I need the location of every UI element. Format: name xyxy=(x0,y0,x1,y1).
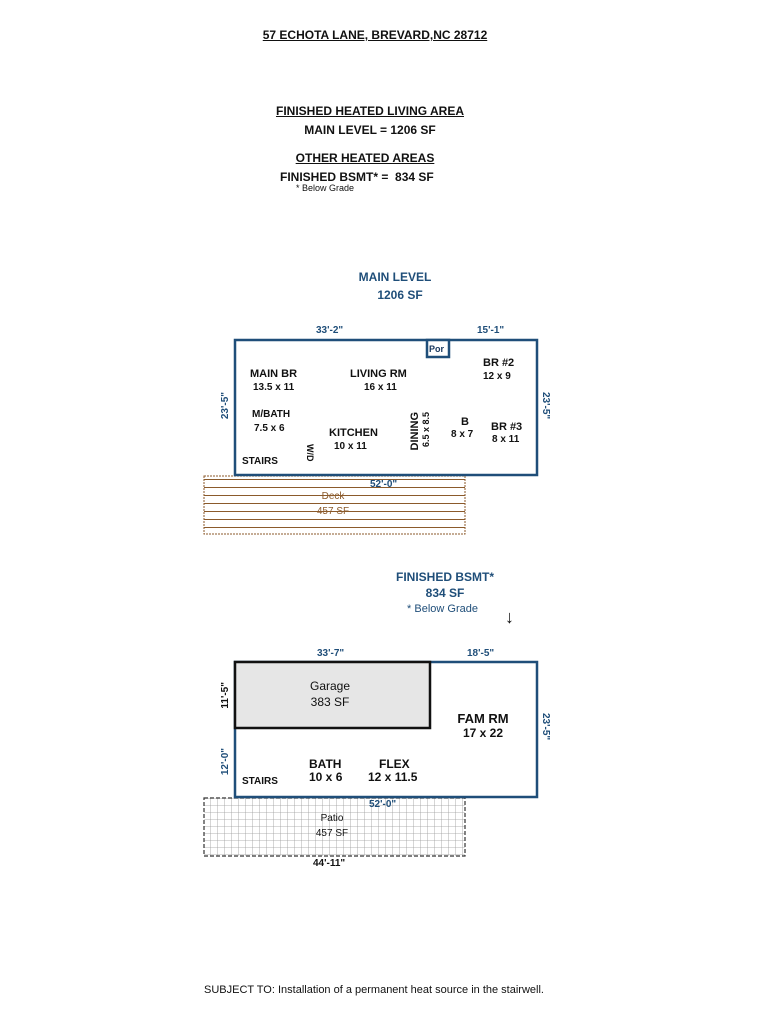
dining-size: 6.5 x 8.5 xyxy=(421,412,431,448)
bsmt-dim-left-top: 11'-5" xyxy=(220,682,231,709)
bsmt-dim-right: 23'-5" xyxy=(540,713,551,741)
dining-name: DINING xyxy=(409,412,421,451)
bsmt-dim-top-left: 33'-7" xyxy=(317,648,345,659)
bsmt-dim-bottom: 52'-0" xyxy=(369,799,397,810)
main-level-area: 1206 SF xyxy=(377,288,423,302)
br3-name: BR #3 xyxy=(491,421,523,433)
flex-size: 12 x 11.5 xyxy=(368,770,418,784)
down-arrow-icon: ↓ xyxy=(505,607,514,627)
dim-top-left: 33'-2" xyxy=(316,325,344,336)
main-level-summary: MAIN LEVEL = 1206 SF xyxy=(304,123,436,137)
mbath-name: M/BATH xyxy=(252,409,291,420)
footer-note: SUBJECT TO: Installation of a permanent heat source in the stairwell. xyxy=(204,984,544,996)
basement-below-grade: * Below Grade xyxy=(407,603,478,615)
porch-label: Por xyxy=(429,344,445,354)
fam-rm-name: FAM RM xyxy=(457,711,509,726)
patio-area: 457 SF xyxy=(315,828,349,839)
dim-left: 23'-5" xyxy=(220,392,231,420)
washer-dryer-label: W/D xyxy=(305,444,315,462)
living-rm-name: LIVING RM xyxy=(350,368,407,380)
other-areas-title: OTHER HEATED AREAS xyxy=(295,151,435,165)
basement-title: FINISHED BSMT* xyxy=(395,570,494,584)
fam-rm-size: 17 x 22 xyxy=(462,726,504,740)
dim-top-right: 15'-1" xyxy=(477,325,505,336)
bath-name: B xyxy=(461,416,469,428)
deck-shape xyxy=(204,476,465,534)
below-grade-note: * Below Grade xyxy=(296,183,355,193)
flex-name: FLEX xyxy=(379,757,410,771)
main-level-title: MAIN LEVEL xyxy=(358,270,432,284)
dim-right: 23'-5" xyxy=(540,392,551,420)
living-area-title: FINISHED HEATED LIVING AREA xyxy=(275,104,464,118)
bsmt-dim-left-bottom: 12'-0" xyxy=(220,748,231,776)
main-br-name: MAIN BR xyxy=(250,368,298,380)
garage-name: Garage xyxy=(309,679,351,693)
bsmt-bath-size: 10 x 6 xyxy=(309,770,343,784)
deck-area: 457 SF xyxy=(316,506,350,517)
deck-name: Deck xyxy=(321,491,345,502)
basement-area: 834 SF xyxy=(425,586,465,600)
patio-dim-bottom: 44'-11" xyxy=(313,858,346,869)
main-stairs-label: STAIRS xyxy=(242,456,278,467)
kitchen-size: 10 x 11 xyxy=(334,441,367,452)
main-br-size: 13.5 x 11 xyxy=(253,382,295,393)
patio-shape xyxy=(204,798,465,856)
bath-size: 8 x 7 xyxy=(451,429,474,440)
br2-name: BR #2 xyxy=(483,357,515,369)
bsmt-summary: FINISHED BSMT* = 834 SF xyxy=(280,170,434,184)
br3-size: 8 x 11 xyxy=(492,434,520,445)
kitchen-name: KITCHEN xyxy=(329,427,378,439)
dim-bottom: 52'-0" xyxy=(370,479,398,490)
mbath-size: 7.5 x 6 xyxy=(254,423,285,434)
bsmt-stairs-label: STAIRS xyxy=(242,776,278,787)
living-rm-size: 16 x 11 xyxy=(364,382,397,393)
patio-name: Patio xyxy=(320,813,344,824)
bsmt-dim-top-right: 18'-5" xyxy=(467,648,495,659)
br2-size: 12 x 9 xyxy=(483,371,511,382)
bsmt-bath-name: BATH xyxy=(309,757,342,771)
address-title: 57 ECHOTA LANE, BREVARD,NC 28712 xyxy=(262,28,488,42)
garage-area: 383 SF xyxy=(310,695,350,709)
